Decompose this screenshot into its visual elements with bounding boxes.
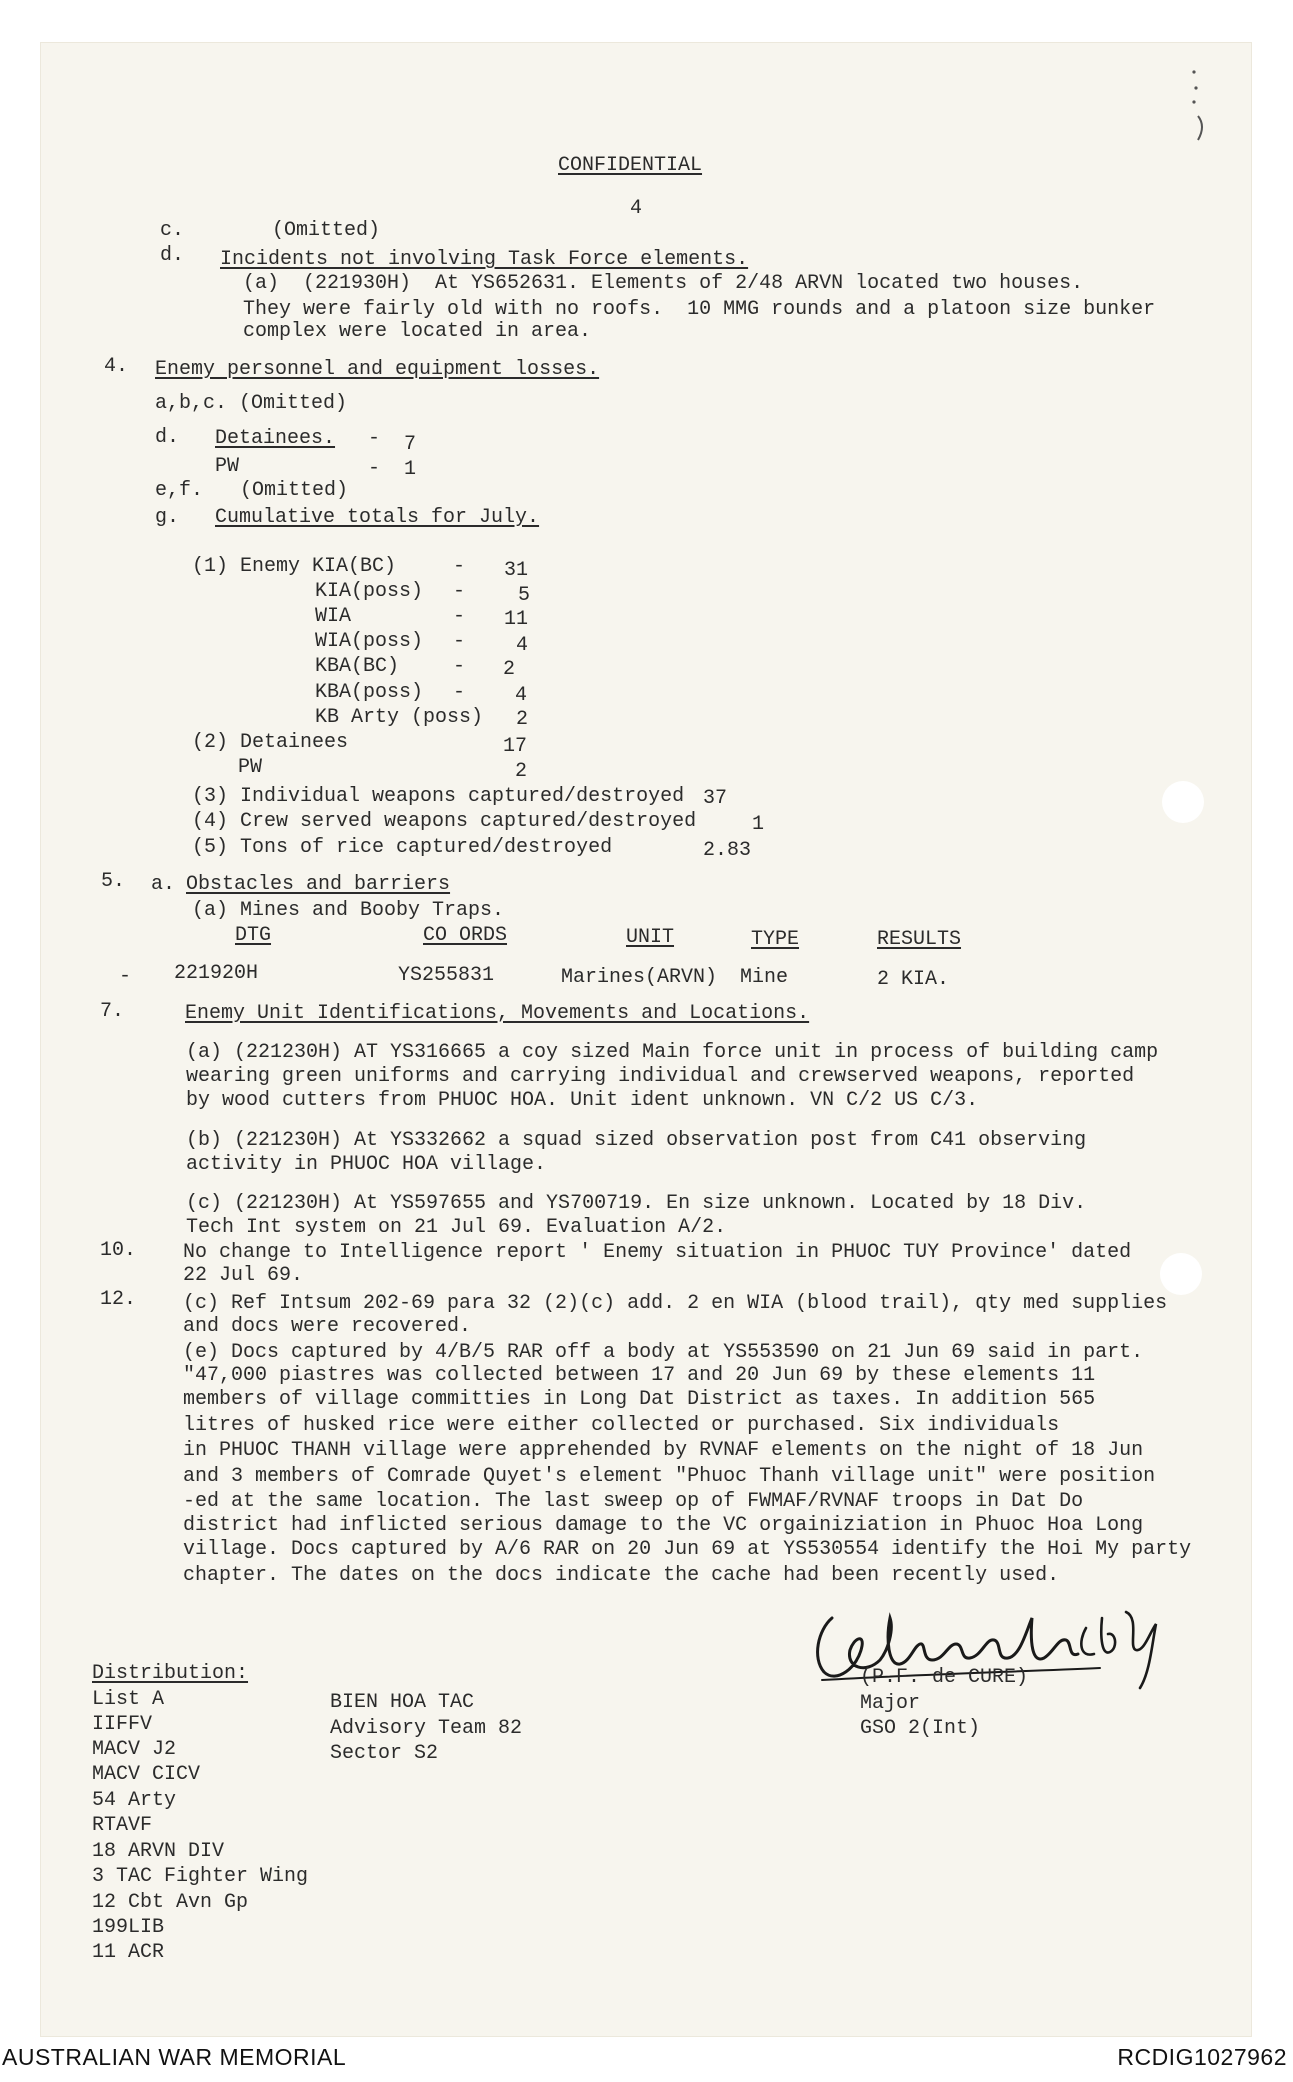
signatory-appointment: GSO 2(Int) (860, 1717, 981, 1740)
distribution-item: Sector S2 (330, 1742, 439, 1765)
total-label: (1) Enemy KIA(BC) (192, 555, 397, 578)
sec4-ef-label: e,f. (155, 479, 204, 502)
footer-record-id: RCDIG1027962 (1117, 2044, 1287, 2070)
distribution-item: RTAVF (92, 1814, 153, 1837)
total-label: (2) Detainees (192, 731, 349, 754)
sec7-c-line: (c) (221230H) At YS597655 and YS700719. En size unknown. Located by 18 Div. (186, 1192, 1087, 1215)
distribution-item: 54 Arty (92, 1789, 177, 1812)
distribution-item: MACV CICV (92, 1763, 201, 1786)
distribution-item: 3 TAC Fighter Wing (92, 1865, 309, 1888)
total-value: 4 (515, 684, 528, 707)
total-label: WIA (315, 605, 352, 628)
sec7-a-line: wearing green uniforms and carrying individual and crewserved weapons, reported (186, 1065, 1135, 1088)
document-page (40, 42, 1252, 2037)
distribution-item: 199LIB (92, 1916, 165, 1939)
sec10-number: 10. (100, 1239, 137, 1262)
sec12-line: litres of husked rice were either collected or purchased. Six individuals (183, 1414, 1060, 1437)
sec10-line: No change to Intelligence report ' Enemy situation in PHUOC TUY Province' dated (183, 1241, 1132, 1264)
total-dash: - (453, 681, 466, 704)
sec7-a-line: (a) (221230H) AT YS316665 a coy sized Main force unit in process of building camp (186, 1041, 1159, 1064)
total-dash: - (453, 580, 466, 603)
total-value: 11 (504, 608, 529, 631)
total-dash: - (453, 605, 466, 628)
total-dash: - (453, 630, 466, 653)
total-value: 1 (752, 813, 765, 836)
sec12-line: in PHUOC THANH village were apprehended by RVNAF elements on the night of 18 Jun (183, 1439, 1144, 1462)
sec7-c-line: Tech Int system on 21 Jul 69. Evaluation A/2. (186, 1216, 727, 1239)
sec7-heading: Enemy Unit Identifications, Movements and Locations. (185, 1002, 810, 1025)
total-dash: - (453, 655, 466, 678)
total-value: 4 (516, 634, 529, 657)
col-header-dtg: DTG (235, 924, 272, 947)
col-header-type: TYPE (751, 928, 800, 951)
total-label: (3) Individual weapons captured/destroyed (192, 785, 685, 808)
sec12-line: members of village committies in Long Dat District as taxes. In addition 565 (183, 1388, 1096, 1411)
sec12-line: chapter. The dates on the docs indicate the cache had been recently used. (183, 1564, 1060, 1587)
sec4-detainees-dash: - (368, 427, 381, 450)
sec5-sub: (a) Mines and Booby Traps. (192, 899, 505, 922)
distribution-item: List A (92, 1688, 165, 1711)
distribution-heading: Distribution: (92, 1662, 249, 1685)
cell-unit: Marines(ARVN) (561, 966, 718, 989)
sec4-heading: Enemy personnel and equipment losses. (155, 358, 600, 381)
signatory-name: (P.F. de CURE) (860, 1666, 1029, 1689)
distribution-item: 12 Cbt Avn Gp (92, 1891, 249, 1914)
sec12-number: 12. (100, 1288, 137, 1311)
sec5-a-label: a. (151, 873, 176, 896)
row-mark: - (119, 965, 132, 988)
total-label: KBA(BC) (315, 655, 400, 678)
total-value: 2 (515, 760, 528, 783)
distribution-item: Advisory Team 82 (330, 1717, 523, 1740)
sec3-c-text: (Omitted) (272, 219, 381, 242)
distribution-item: BIEN HOA TAC (330, 1691, 475, 1714)
sec4-pw: PW (215, 455, 240, 478)
sec4-number: 4. (104, 355, 129, 378)
total-label: KIA(poss) (315, 580, 424, 603)
total-value: 5 (518, 584, 531, 607)
page-number: 4 (630, 197, 643, 220)
sec12-line: and 3 members of Comrade Quyet's element "Phuoc Thanh village unit" were position (183, 1465, 1156, 1488)
total-value: 2 (503, 658, 516, 681)
sec3-d-line: complex were located in area. (243, 320, 592, 343)
distribution-item: MACV J2 (92, 1738, 177, 1761)
sec12-line: and docs were recovered. (183, 1315, 472, 1338)
sec4-detainees: Detainees. (215, 427, 336, 450)
sec5-number: 5. (101, 870, 126, 893)
sec4-ef-text: (Omitted) (240, 479, 349, 502)
total-value: 37 (703, 787, 728, 810)
total-label: WIA(poss) (315, 630, 424, 653)
punch-hole (1160, 1253, 1202, 1295)
sec12-line: (e) Docs captured by 4/B/5 RAR off a body at YS553590 on 21 Jun 69 said in part. (183, 1341, 1144, 1364)
sec4-pw-value: 1 (404, 458, 417, 481)
total-value: 31 (504, 559, 529, 582)
cell-dtg: 221920H (174, 962, 259, 985)
sec7-number: 7. (100, 1000, 125, 1023)
sec3-c-label: c. (160, 219, 185, 242)
total-label: KB Arty (poss) (315, 706, 484, 729)
sec3-d-line: They were fairly old with no roofs. 10 MMG rounds and a platoon size bunker (243, 298, 1156, 321)
distribution-item: IIFFV (92, 1713, 153, 1736)
sec7-b-line: activity in PHUOC HOA village. (186, 1153, 547, 1176)
total-dash: - (453, 555, 466, 578)
total-value: 2.83 (703, 839, 752, 862)
sec12-line: -ed at the same location. The last sweep op of FWMAF/RVNAF troops in Dat Do (183, 1490, 1084, 1513)
sec12-line: (c) Ref Intsum 202-69 para 32 (2)(c) add. 2 en WIA (blood trail), qty med supplies (183, 1292, 1168, 1315)
sec4-pw-dash: - (368, 457, 381, 480)
sec4-g-label: g. (155, 506, 180, 529)
sec5-heading: Obstacles and barriers (186, 873, 451, 896)
punch-hole (1162, 781, 1204, 823)
col-header-unit: UNIT (626, 926, 675, 949)
sec4-g-heading: Cumulative totals for July. (215, 506, 540, 529)
signatory-rank: Major (860, 1692, 921, 1715)
cell-results: 2 KIA. (877, 968, 950, 991)
sec3-d-label: d. (160, 244, 185, 267)
sec12-line: "47,000 piastres was collected between 17 and 20 Jun 69 by these elements 11 (183, 1364, 1096, 1387)
col-header-coords: CO ORDS (423, 924, 508, 947)
sec7-a-line: by wood cutters from PHUOC HOA. Unit ident unknown. VN C/2 US C/3. (186, 1089, 979, 1112)
sec12-line: district had inflicted serious damage to the VC orgainiziation in Phuoc Hoa Long (183, 1514, 1144, 1537)
sec7-b-line: (b) (221230H) At YS332662 a squad sized observation post from C41 observing (186, 1129, 1087, 1152)
sec12-line: village. Docs captured by A/6 RAR on 20 Jun 69 at YS530554 identify the Hoi My party (183, 1538, 1192, 1561)
margin-mark (1188, 64, 1218, 154)
sec3-d-line: (a) (221930H) At YS652631. Elements of 2/48 ARVN located two houses. (243, 272, 1084, 295)
total-label: (4) Crew served weapons captured/destroyed (192, 810, 697, 833)
distribution-item: 18 ARVN DIV (92, 1840, 225, 1863)
cell-coords: YS255831 (398, 964, 495, 987)
footer-institution: AUSTRALIAN WAR MEMORIAL (2, 2044, 347, 2070)
sec3-d-heading: Incidents not involving Task Force elements. (220, 248, 749, 271)
distribution-item: 11 ACR (92, 1941, 165, 1964)
col-header-results: RESULTS (877, 928, 962, 951)
sec4-detainees-value: 7 (404, 433, 417, 456)
sec4-abc: a,b,c. (Omitted) (155, 392, 348, 415)
sec10-line: 22 Jul 69. (183, 1264, 304, 1287)
total-value: 17 (503, 735, 528, 758)
classification-header: CONFIDENTIAL (558, 154, 703, 177)
total-label: PW (238, 756, 263, 779)
total-value: 2 (516, 708, 529, 731)
sec4-d-label: d. (155, 426, 180, 449)
total-label: KBA(poss) (315, 681, 424, 704)
cell-type: Mine (740, 966, 789, 989)
total-label: (5) Tons of rice captured/destroyed (192, 836, 613, 859)
